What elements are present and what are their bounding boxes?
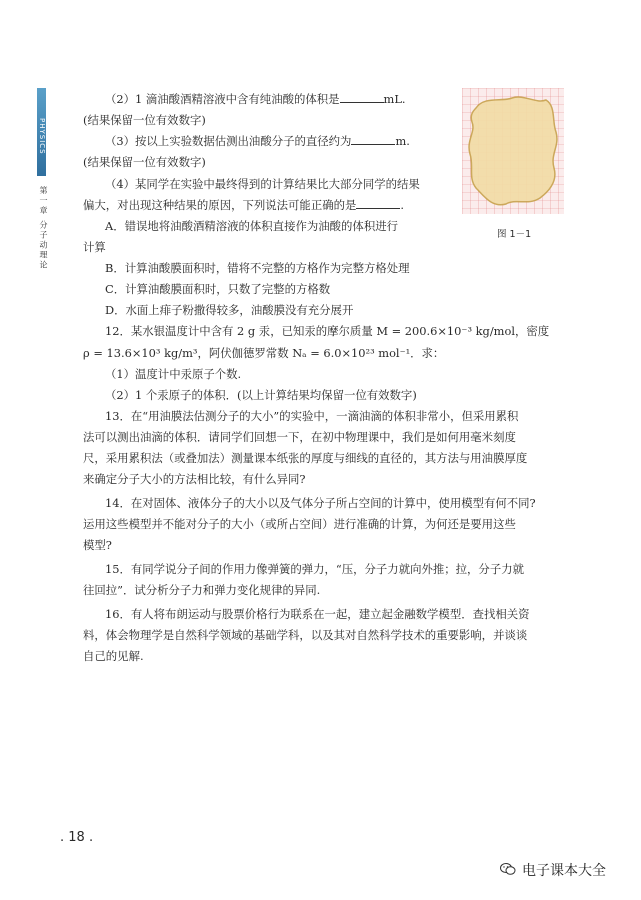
- chapter-label: 第一章 分子动理论: [39, 186, 48, 271]
- q2-text: （2）1 滴油酸酒精溶液中含有纯油酸的体积是: [105, 92, 340, 106]
- q16-line2: 料，体会物理学是自然科学领域的基础学科，以及其对自然科学技术的重要影响，并谈谈: [83, 628, 528, 642]
- page-number: . 18 .: [60, 830, 94, 845]
- q12-part2: （2）1 个汞原子的体积．(以上计算结果均保留一位有效数字): [105, 388, 417, 402]
- option-d: D．水面上痱子粉撒得较多，油酸膜没有充分展开: [105, 303, 354, 317]
- watermark-text: 电子课本大全: [522, 863, 606, 879]
- q13-line3: 尺，采用累积法（或叠加法）测量课本纸张的厚度与细线的直径的，其方法与用油膜厚度: [83, 451, 528, 465]
- q2-line2: (结果保留一位有效数字): [83, 113, 206, 127]
- q12-line2: ρ = 13.6×10³ kg/m³，阿伏伽德罗常数 Nₐ = 6.0×10²³ mol⁻¹．求：: [83, 346, 445, 360]
- q14-line3: 模型?: [83, 538, 112, 552]
- q15-line2: 往回拉”．试分析分子力和弹力变化规律的异同.: [83, 583, 321, 597]
- option-a-line1: A．错误地将油酸酒精溶液的体积直接作为油酸的体积进行: [105, 219, 398, 233]
- q4-line2: [83, 197, 404, 213]
- period: .: [400, 198, 405, 212]
- q4-text: 偏大，对出现这种结果的原因，下列说法可能正确的是: [83, 198, 357, 212]
- answer-blank: [351, 134, 395, 145]
- option-b: B．计算油酸膜面积时，错将不完整的方格作为完整方格处理: [105, 261, 410, 275]
- side-tab-label: PHYSICS: [38, 118, 46, 155]
- q4-line1: （4）某同学在实验中最终得到的计算结果比大部分同学的结果: [105, 177, 420, 191]
- q14-line2: 运用这些模型并不能对分子的大小（或所占空间）进行准确的计算，为何还是要用这些: [83, 517, 516, 531]
- q15-line1: 15．有同学说分子间的作用力像弹簧的弹力，“压，分子力就向外推；拉，分子力就: [105, 562, 524, 576]
- q13-line2: 法可以测出油滴的体积．请同学们回想一下，在初中物理课中，我们是如何用毫米刻度: [83, 430, 516, 444]
- answer-blank: [356, 198, 400, 209]
- q12-line1: 12．某水银温度计中含有 2 g 汞，已知汞的摩尔质量 M = 200.6×10⁻³ kg/mol，密度: [105, 324, 550, 338]
- q12-part1: （1）温度计中汞原子个数.: [105, 367, 242, 381]
- q16-line3: 自己的见解.: [83, 649, 144, 663]
- oil-film-shape: [469, 97, 557, 205]
- answer-blank: [340, 92, 384, 103]
- q14-line1: 14．在对固体、液体分子的大小以及气体分子所占空间的计算中，使用模型有何不同?: [105, 496, 536, 510]
- q3-line1: [105, 133, 410, 149]
- wechat-icon: [500, 862, 516, 876]
- option-a-line2: 计算: [83, 240, 106, 254]
- q3-line2: (结果保留一位有效数字): [83, 155, 206, 169]
- q2-line1: [105, 91, 406, 107]
- q16-line1: 16．有人将布朗运动与股票价格行为联系在一起，建立起金融数学模型．查找相关资: [105, 607, 530, 621]
- q3-text: （3）按以上实验数据估测出油酸分子的直径约为: [105, 134, 352, 148]
- oil-film-grid-figure: [462, 88, 564, 214]
- q13-line1: 13．在“用油膜法估测分子的大小”的实验中，一滴油滴的体积非常小，但采用累积: [105, 409, 519, 423]
- unit-ml: mL.: [383, 92, 406, 106]
- unit-m: m.: [395, 134, 410, 148]
- figure-caption: 图 1－1: [497, 229, 532, 240]
- option-c: C．计算油酸膜面积时，只数了完整的方格数: [105, 282, 331, 296]
- q13-line4: 来确定分子大小的方法相比较，有什么异同?: [83, 472, 306, 486]
